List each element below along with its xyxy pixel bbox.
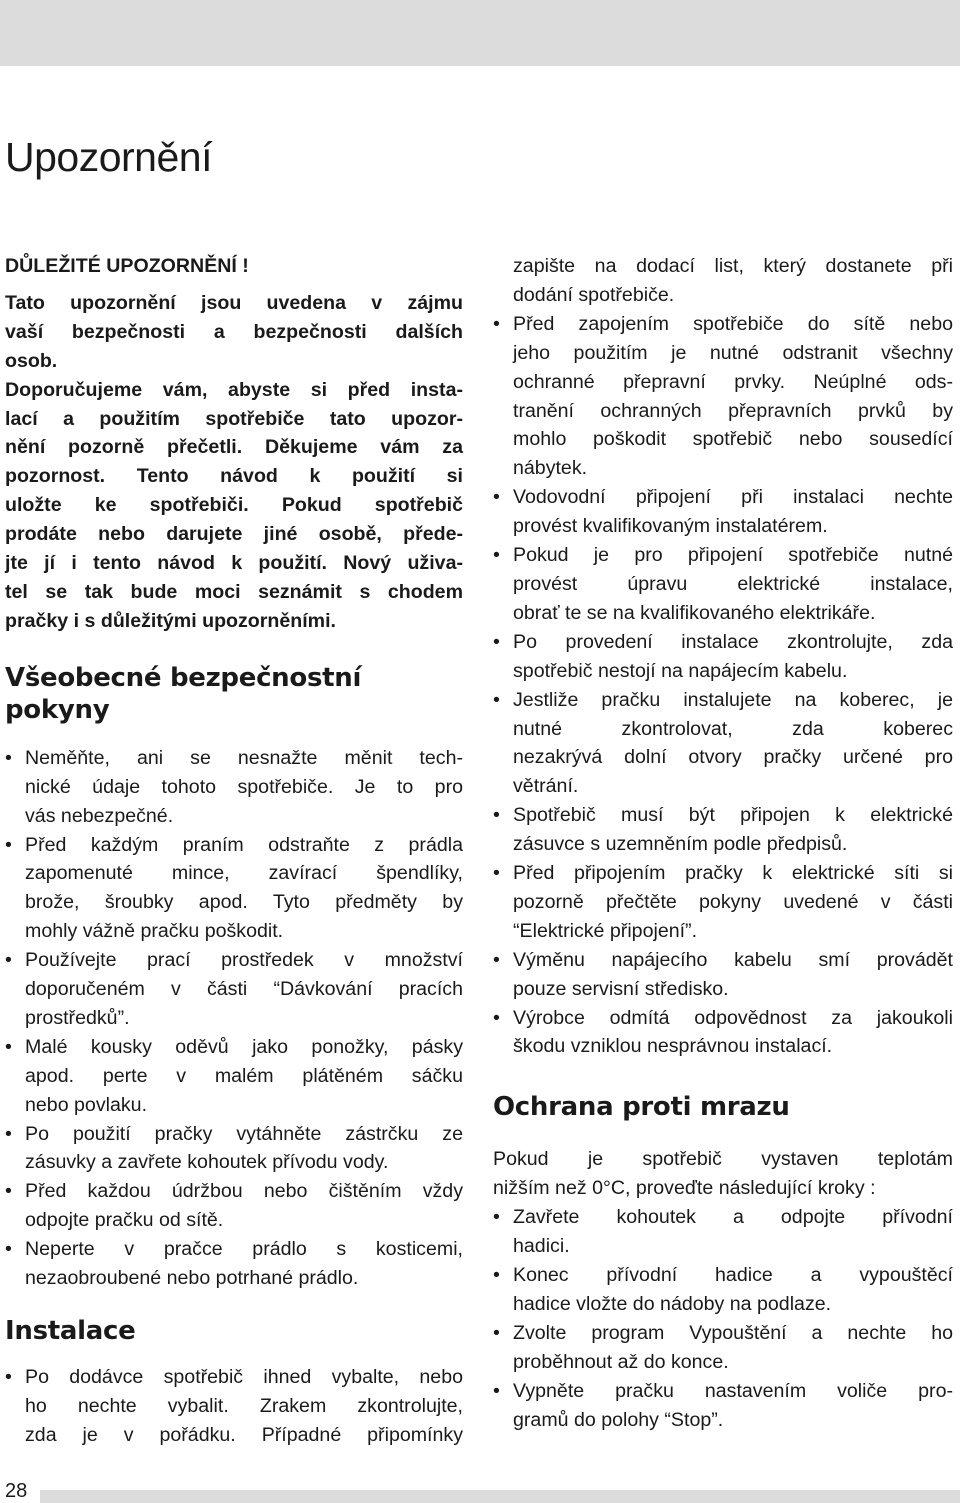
frost-list: [493, 1203, 953, 1434]
general-safety-list: [5, 744, 463, 1293]
list-item: [5, 831, 463, 947]
text-line: mohlo poškodit spotřebič nebo sousedící: [513, 428, 953, 451]
text-line: prodáte nebo darujete jiné osobě, přede-: [5, 523, 463, 546]
list-item: [493, 801, 953, 859]
text-line: nábytek.: [513, 457, 588, 480]
text-line: ochranné přepravní prvky. Neúplné ods-: [513, 370, 953, 393]
right-column: [493, 252, 953, 1434]
text-line: • Zavřete kohoutek a odpojte přívodní: [513, 1206, 953, 1229]
text-line: • Po provedení instalace zkontrolujte, zda: [513, 630, 953, 653]
text-line: nezaobroubené nebo potrhané prádlo.: [25, 1267, 359, 1290]
page-title: Upozornění: [5, 134, 212, 180]
list-item: [493, 1377, 953, 1435]
text-line: tel se tak bude moci seznámit s chodem: [5, 580, 463, 603]
bottom-footer-band: [40, 1490, 960, 1503]
text-line: • Neperte v pračce prádlo s kosticemi,: [25, 1238, 463, 1261]
text-line: hadice vložte do nádoby na podlaze.: [513, 1292, 832, 1315]
text-line: Doporučujeme vám, abyste si před insta-: [5, 378, 463, 401]
list-item: [5, 744, 463, 831]
text-line: • Spotřebič musí být připojen k elektrické: [513, 804, 953, 827]
list-item: [5, 1363, 463, 1450]
text-line: pozorně přečtěte pokyny uvedené v části: [513, 890, 953, 913]
list-item: [493, 1203, 953, 1261]
text-line: “Elektrické připojení”.: [513, 919, 698, 942]
text-line: dodání spotřebiče.: [513, 283, 675, 306]
important-heading: DŮLEŽITÉ UPOZORNĚNÍ !: [5, 255, 249, 277]
text-line: nižším než 0°C, proveďte následující kroky :: [493, 1177, 876, 1200]
text-line: nezakrývá dolní otvory pračky určené pro: [513, 746, 953, 769]
list-item: [493, 483, 953, 541]
general-safety-heading: Všeobecné bezpečnostní pokyny: [5, 662, 362, 725]
list-item: [5, 1033, 463, 1120]
top-header-band: [0, 0, 960, 66]
text-line: zásuvce s uzemněním podle předpisů.: [513, 833, 848, 856]
text-line: škodu vzniklou nesprávnou instalací.: [513, 1035, 833, 1058]
text-line: vaší bezpečnosti a bezpečnosti dalších: [5, 320, 463, 343]
text-line: brože, šroubky apod. Tyto předměty by: [25, 891, 463, 914]
text-line: apod. perte v malém plátěném sáčku: [25, 1064, 463, 1087]
left-column: [5, 252, 463, 1450]
text-line: Tato upozornění jsou uvedena v zájmu: [5, 291, 463, 314]
text-line: • Používejte prací prostředek v množství: [25, 949, 463, 972]
text-line: hadici.: [513, 1235, 570, 1258]
installation-continuation: [493, 252, 953, 310]
text-line: pozornost. Tento návod k použití si: [5, 465, 463, 488]
text-line: • Před připojením pračky k elektrické síti si: [513, 862, 953, 885]
list-item: [493, 1004, 953, 1062]
text-line: pračky i s důležitými upozorněními.: [5, 609, 336, 632]
text-line: zapište na dodací list, který dostanete při: [513, 255, 953, 277]
text-line: • Vodovodní připojení při instalaci nechte: [513, 486, 953, 509]
text-line: tranění ochranných přepravních prvků by: [513, 399, 953, 422]
text-line: jte jí i tento návod k použití. Nový uživa-: [5, 552, 463, 575]
text-line: • Po dodávce spotřebič ihned vybalte, nebo: [25, 1366, 463, 1388]
text-line: • Malé kousky oděvů jako ponožky, pásky: [25, 1035, 463, 1058]
list-item: [493, 1319, 953, 1377]
text-line: • Výrobce odmítá odpovědnost za jakoukoli: [513, 1006, 953, 1029]
text-line: • Před každou údržbou nebo čištěním vždy: [25, 1180, 463, 1203]
text-line: obrať te se na kvalifikovaného elektrikáře.: [513, 601, 876, 624]
text-line: provést kvalifikovaným instalatérem.: [513, 515, 828, 538]
text-line: • Vypněte pračku nastavením voliče pro-: [513, 1379, 953, 1402]
text-line: • Po použití pračky vytáhněte zástrčku ze: [25, 1122, 463, 1145]
installation-list: [493, 310, 953, 1062]
text-line: nění pozorně přečetli. Děkujeme vám za: [5, 436, 463, 459]
list-item: [5, 1177, 463, 1235]
text-line: • Neměňte, ani se nesnažte měnit tech-: [25, 746, 463, 769]
text-line: nutné zkontrolovat, zda koberec: [513, 717, 953, 740]
text-line: odpojte pračku od sítě.: [25, 1209, 224, 1232]
text-line: • Jestliže pračku instalujete na koberec, je: [513, 688, 953, 711]
text-line: gramů do polohy “Stop”.: [513, 1408, 724, 1431]
text-line: větrání.: [513, 775, 579, 798]
text-line: • Před zapojením spotřebiče do sítě nebo: [513, 312, 953, 335]
text-line: nebo povlaku.: [25, 1093, 148, 1116]
text-line: • Konec přívodní hadice a vypouštěcí: [513, 1264, 953, 1286]
text-line: provést úpravu elektrické instalace,: [513, 572, 953, 595]
text-line: Pokud je spotřebič vystaven teplotám: [493, 1148, 953, 1171]
text-line: pouze servisní středisko.: [513, 977, 729, 1000]
list-item: [5, 1235, 463, 1293]
text-line: zapomenuté mince, zavírací špendlíky,: [25, 862, 463, 885]
list-item: [493, 1261, 953, 1319]
installation-list-start: [5, 1363, 463, 1450]
list-item: [493, 946, 953, 1004]
page-number: 28: [5, 1480, 28, 1502]
text-line: • Výměnu napájecího kabelu smí provádět: [513, 948, 953, 971]
text-line: doporučeném v části “Dávkování pracích: [25, 978, 463, 1001]
installation-heading: Instalace: [5, 1316, 136, 1346]
text-line: prostředků”.: [25, 1006, 130, 1029]
text-line: nické údaje tohoto spotřebiče. Je to pro: [25, 775, 463, 798]
list-item: [493, 859, 953, 946]
frost-protection-heading: Ochrana proti mrazu: [493, 1092, 790, 1123]
important-paragraph: [5, 289, 463, 636]
text-line: • Zvolte program Vypouštění a nechte ho: [513, 1321, 953, 1344]
text-line: uložte ke spotřebiči. Pokud spotřebič: [5, 494, 463, 517]
text-line: zásuvky a zavřete kohoutek přívodu vody.: [25, 1151, 389, 1174]
text-line: jeho použitím je nutné odstranit všechny: [513, 341, 953, 364]
text-line: proběhnout až do konce.: [513, 1350, 729, 1373]
list-item: [493, 628, 953, 686]
frost-intro: [493, 1145, 953, 1203]
list-item: [493, 686, 953, 802]
text-line: mohly vážně pračku poškodit.: [25, 920, 284, 943]
text-line: zda je v pořádku. Případné připomínky: [25, 1423, 463, 1446]
list-item: [5, 946, 463, 1033]
list-item: [493, 310, 953, 483]
list-item: [5, 1120, 463, 1178]
text-line: vás nebezpečné.: [25, 804, 174, 827]
text-line: • Pokud je pro připojení spotřebiče nutné: [513, 544, 953, 567]
text-line: spotřebič nestojí na napájecím kabelu.: [513, 659, 848, 682]
text-line: lací a použitím spotřebiče tato upozor-: [5, 407, 463, 430]
list-item: [493, 541, 953, 628]
text-line: osob.: [5, 349, 58, 372]
text-line: ho nechte vybalit. Zrakem zkontrolujte,: [25, 1394, 463, 1417]
text-line: • Před každým praním odstraňte z prádla: [25, 833, 463, 856]
